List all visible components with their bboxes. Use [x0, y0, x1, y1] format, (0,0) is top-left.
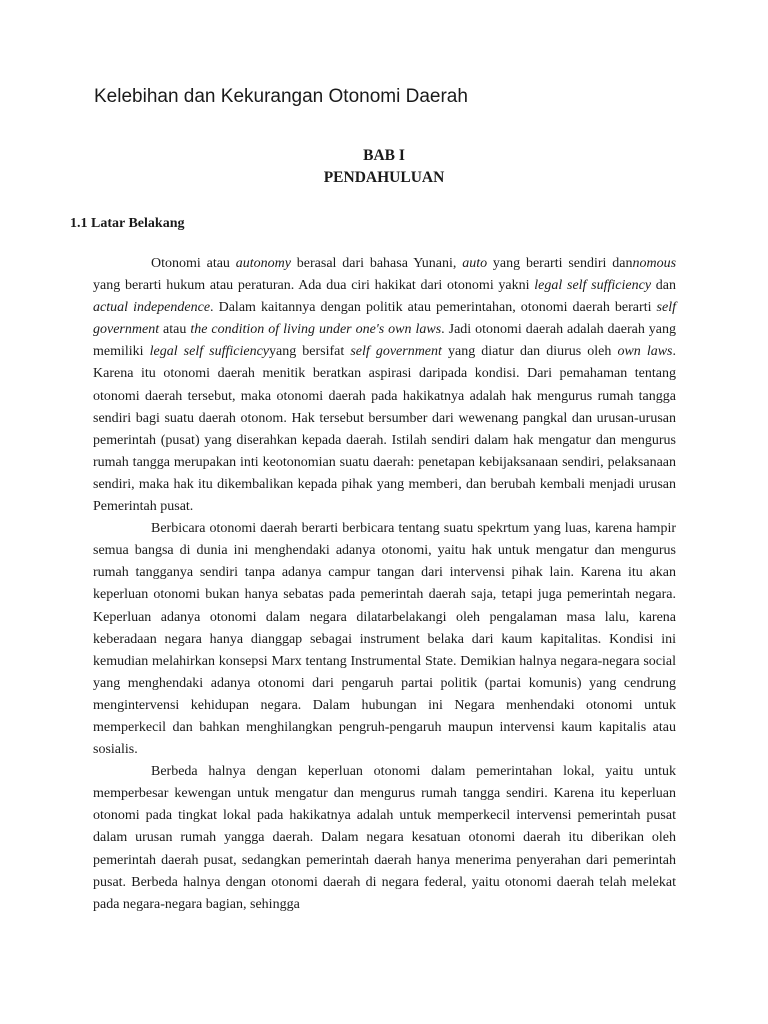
italic-term: nomous	[632, 256, 677, 271]
text-run: atau	[159, 322, 191, 338]
italic-term: auto	[462, 256, 488, 271]
italic-term: legal self sufficiency	[534, 278, 652, 294]
text-run: yang berarti hukum atau peraturan. Ada dua ciri hakikat dari otonomi yakni	[93, 278, 535, 294]
italic-term: legal self sufficiency	[149, 344, 270, 360]
text-run: Berbicara otonomi daerah berarti berbicara tentang suatu spekrtum yang luas, karena hampir semua bangsa di dunia ini menghendaki adanya otonomi, yaitu hak untuk mengatur dan mengurus rumah tangganya sendiri tanpa adanya campur tangan dari intervensi pihak lain. Karena itu akan keperluan otonomi bukan hanya sebatas pada pemerintah daerah saja, tetapi juga pemerintah negara. Keperluan adanya otonomi dalam negara dilatarbelakangi oleh pengalaman masa lalu, karena keberadaan negara hanya dianggap sebagai instrument belaka dari kaum kapitalitas. Kondisi ini kemudian melahirkan konsepsi Marx tentang Instrumental State. Demikian halnya negara-negara social yang menghendaki adanya otonomi dari pengaruh partai politik (partai komunis) yang cendrung mengintervensi kehidupan negara. Dalam hubungan ini Negara menhendaki otonomi untuk memperkecil dan bahkan menghilangkan pengruh-pengaruh maupun intervensi kaum kapitalis atau sosialis.	[93, 521, 676, 758]
text-run: yang bersifat	[269, 344, 351, 360]
text-run: . Dalam kaitannya dengan politik atau pemerintahan, otonomi daerah berarti	[210, 300, 657, 316]
italic-term: self government	[350, 344, 442, 360]
text-run: . Karena itu otonomi daerah menitik beratkan aspirasi daripada kondisi. Dari pemahaman tentang otonomi daerah tersebut, maka otonomi daerah pada hakikatnya adalah hak mengurus rumah tangga sendiri bagi suatu daerah otonom. Hak tersebut bersumber dari wewenang pangkal dan urusan-urusan pemerintah (pusat) yang diserahkan kepada daerah. Istilah sendiri dalam hak mengatur dan mengurus rumah tangga merupakan inti keotonomian suatu daerah: penetapan kebijaksanaan sendiri, pelaksanaan sendiri, maka hak itu dikembalikan kepada pihak yang memberi, dan berubah kembali menjadi urusan Pemerintah pusat.	[93, 344, 677, 515]
text-run: yang diatur dan diurus oleh	[441, 344, 618, 360]
text-run: Otonomi atau	[151, 256, 236, 271]
chapter-number: BAB I	[363, 147, 405, 164]
document-title: Kelebihan dan Kekurangan Otonomi Daerah	[94, 86, 468, 107]
italic-term: the condition of living under one's own laws	[190, 322, 442, 338]
text-run: Berbeda halnya dengan keperluan otonomi dalam pemerintahan lokal, yaitu untuk memperbesar kewengan untuk mengatur dan mengurus rumah tangga sendiri. Karena itu keperluan otonomi pada tingkat lokal pada hakikatnya adalah untuk memperkecil intervensi pemerintah pusat dalam urusan rumah yangga daerah. Dalam negara kesatuan otonomi daerah itu diberikan oleh pemerintah daerah pusat, sedangkan pemerintah daerah hanya menerima penyerahan dari pemerintah pusat. Berbeda halnya dengan otonomi daerah di negara federal, yaitu otonomi daerah telah melekat pada negara-negara bagian, sehingga	[93, 764, 676, 912]
body-text	[93, 253, 676, 916]
text-run: yang berarti sendiri dan	[487, 256, 633, 271]
italic-term: actual independence	[93, 300, 211, 316]
paragraph	[93, 518, 676, 761]
text-run: berasal dari bahasa Yunani,	[290, 256, 463, 271]
chapter-heading	[0, 145, 768, 189]
italic-term: own laws	[617, 344, 673, 360]
paragraph	[93, 761, 676, 916]
chapter-title: PENDAHULUAN	[323, 169, 445, 186]
text-run: . Jadi otonomi daerah adalah daerah yang memiliki	[93, 322, 677, 360]
italic-term: autonomy	[235, 256, 291, 271]
italic-term: self government	[93, 300, 676, 338]
paragraph	[93, 253, 676, 518]
text-run: dan	[651, 278, 676, 294]
section-heading: 1.1 Latar Belakang	[70, 216, 185, 231]
